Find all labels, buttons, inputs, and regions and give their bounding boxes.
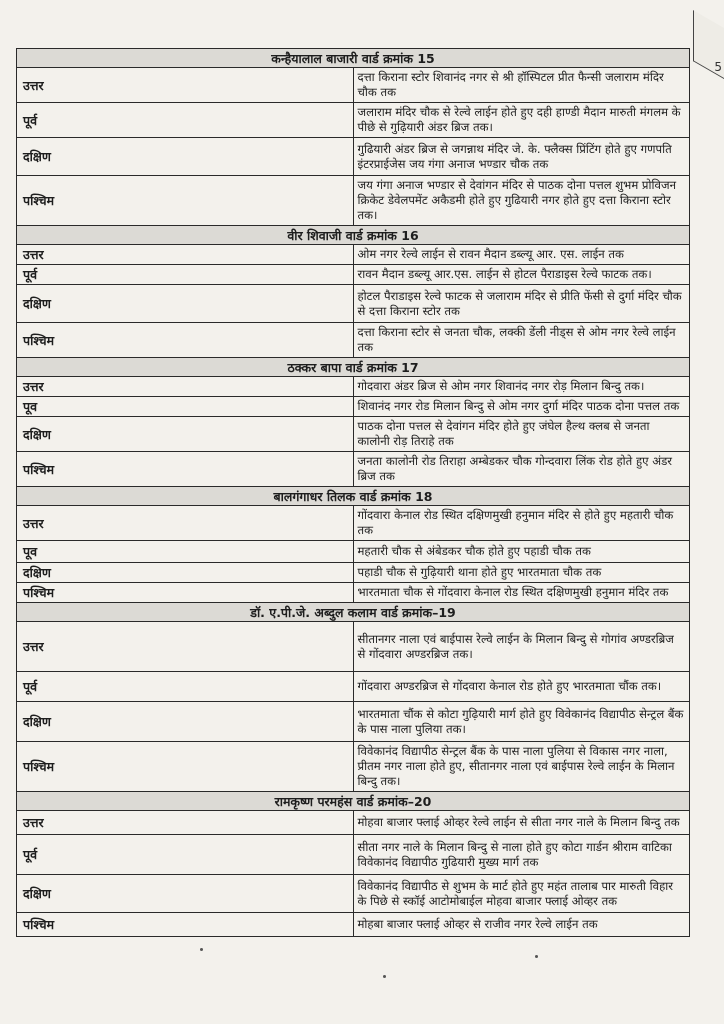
boundary-description: ओम नगर रेल्वे लाईन से रावन मैदान डब्ल्यू आर. एस. लाईन तक xyxy=(353,245,690,265)
direction-label: पूर्व xyxy=(17,103,354,138)
direction-label: दक्षिण xyxy=(17,875,354,913)
ward-title: कन्हैयालाल बाजारी वार्ड क्रमांक 15 xyxy=(17,49,690,68)
boundary-description: गोदवारा अंडर ब्रिज से ओम नगर शिवानंद नगर रोड़ मिलान बिन्दु तक। xyxy=(353,377,690,397)
boundary-row xyxy=(17,672,690,702)
boundary-description: विवेकानंद विद्यापीठ से शुभम के मार्ट होते हुए महंत तालाब पार मारुती विहार के पिछे से स्कॉई आटोमोबाईल मोहवा बाजार फ्लाई ओव्हर तक xyxy=(353,875,690,913)
boundary-description: जय गंगा अनाज भण्डार से देवांगन मंदिर से पाठक दोना पत्तल शुभम प्रोविजन क्रिकेट डेवेलपमेंट अकैडमी होते हुए गुढियारी नगर होते हुए दत्ता किराना स्टोर तक। xyxy=(353,176,690,226)
boundary-description: होटल पैराडाइस रेल्वे फाटक से जलाराम मंदिर से प्रीति फेंसी से दुर्गा मंदिर चौक से दत्ता किराना स्टोर तक xyxy=(353,285,690,323)
direction-label: उत्तर xyxy=(17,245,354,265)
boundary-row xyxy=(17,506,690,541)
boundary-description: दत्ता किराना स्टोर से जनता चौक, लक्की डेंली नीड्स से ओम नगर रेल्वे लाईन तक xyxy=(353,323,690,358)
direction-label: पूर्व xyxy=(17,672,354,702)
direction-label: पूर्व xyxy=(17,835,354,875)
boundary-description: जनता कालोनी रोड तिराहा अम्बेडकर चौक गोन्दवारा लिंक रोड होते हुए अंडर ब्रिज तक xyxy=(353,452,690,487)
boundary-row xyxy=(17,176,690,226)
boundary-description: महतारी चौक से अंबेडकर चौक होते हुए पहाडी चौक तक xyxy=(353,541,690,563)
direction-label: उत्तर xyxy=(17,506,354,541)
direction-label: पश्चिम xyxy=(17,176,354,226)
direction-label: पश्चिम xyxy=(17,583,354,603)
direction-label: पश्चिम xyxy=(17,452,354,487)
boundary-row xyxy=(17,452,690,487)
direction-label: दक्षिण xyxy=(17,138,354,176)
boundary-row xyxy=(17,68,690,103)
ward-title: रामकृष्ण परमहंस वार्ड क्रमांक–20 xyxy=(17,792,690,811)
boundary-description: जलाराम मंदिर चौक से रेल्वे लाईन होते हुए दही हाण्डी मैदान मारुती मंगलम के पीछे से गुढ़ियारी अंडर ब्रिज तक। xyxy=(353,103,690,138)
ward-title: ठक्कर बापा वार्ड क्रमांक 17 xyxy=(17,358,690,377)
boundary-row xyxy=(17,541,690,563)
boundary-row xyxy=(17,323,690,358)
ward-title-row xyxy=(17,603,690,622)
direction-label: दक्षिण xyxy=(17,702,354,742)
ward-title-row xyxy=(17,487,690,506)
boundary-description: शिवानंद नगर रोड मिलान बिन्दु से ओम नगर दुर्गा मंदिर पाठक दोना पत्तल तक xyxy=(353,397,690,417)
direction-label: पूव xyxy=(17,397,354,417)
direction-label: पश्चिम xyxy=(17,323,354,358)
boundary-description: भारतमाता चौक से गोंदवारा केनाल रोड स्थित दक्षिणमुखी हनुमान मंदिर तक xyxy=(353,583,690,603)
direction-label: उत्तर xyxy=(17,622,354,672)
direction-label: पूव xyxy=(17,541,354,563)
boundary-row xyxy=(17,913,690,937)
boundary-description: मोहवा बाजार फ्लाई ओव्हर रेल्वे लाईन से सीता नगर नाले के मिलान बिन्दु तक xyxy=(353,811,690,835)
boundary-row xyxy=(17,835,690,875)
boundary-row xyxy=(17,377,690,397)
ward-title: बालगंगाधर तिलक वार्ड क्रमांक 18 xyxy=(17,487,690,506)
ward-title-row xyxy=(17,792,690,811)
boundary-row xyxy=(17,245,690,265)
ward-title-row xyxy=(17,358,690,377)
boundary-description: गोंदवारा अण्डरब्रिज से गोंदवारा केनाल रोड होते हुए भारतमाता चौंक तक। xyxy=(353,672,690,702)
boundary-row xyxy=(17,622,690,672)
direction-label: दक्षिण xyxy=(17,417,354,452)
direction-label: दक्षिण xyxy=(17,563,354,583)
direction-label: दक्षिण xyxy=(17,285,354,323)
ward-title-row xyxy=(17,226,690,245)
direction-label: उत्तर xyxy=(17,377,354,397)
boundary-row xyxy=(17,397,690,417)
direction-label: पश्चिम xyxy=(17,913,354,937)
boundary-description: मोहबा बाजार फ्लाई ओव्हर से राजीव नगर रेल्वे लाईन तक xyxy=(353,913,690,937)
boundary-row xyxy=(17,702,690,742)
boundary-row xyxy=(17,811,690,835)
boundary-row xyxy=(17,742,690,792)
boundary-row xyxy=(17,285,690,323)
direction-label: पश्चिम xyxy=(17,742,354,792)
page-number: 5 xyxy=(714,60,722,74)
boundary-row xyxy=(17,265,690,285)
boundary-description: दत्ता किराना स्टोर शिवानंद नगर से श्री हॉस्पिटल प्रीत फैन्सी जलाराम मंदिर चौक तक xyxy=(353,68,690,103)
boundary-row xyxy=(17,103,690,138)
boundary-description: पहाडी चौक से गुढ़ियारी थाना होते हुए भारतमाता चौक तक xyxy=(353,563,690,583)
direction-label: पूर्व xyxy=(17,265,354,285)
direction-label: उत्तर xyxy=(17,68,354,103)
speck xyxy=(383,975,386,978)
speck xyxy=(535,955,538,958)
boundary-description: सीता नगर नाले के मिलान बिन्दु से नाला होते हुए कोटा गार्डन श्रीराम वाटिका विवेकानंद विद्यापीठ गुढियारी मुख्य मार्ग तक xyxy=(353,835,690,875)
ward-title: वीर शिवाजी वार्ड क्रमांक 16 xyxy=(17,226,690,245)
boundary-row xyxy=(17,563,690,583)
boundary-description: सीतानगर नाला एवं बाईपास रेल्वे लाईन के मिलान बिन्दु से गोगांव अण्डरब्रिज से गोंदवारा अण्डरब्रिज तक। xyxy=(353,622,690,672)
ward-title-row xyxy=(17,49,690,68)
ward-boundary-table xyxy=(16,48,690,937)
boundary-description: भारतमाता चौंक से कोटा गुढ़ियारी मार्ग होते हुए विवेकानंद विद्यापीठ सेन्ट्रल बैंक के पास नाला पुलिया तक। xyxy=(353,702,690,742)
boundary-description: विवेकानंद विद्यापीठ सेन्ट्रल बैंक के पास नाला पुलिया से विकास नगर नाला, प्रीतम नगर नाला होते हुए, सीतानगर नाला एवं बाईपास रेल्वे लाईन के मिलान बिन्दु तक। xyxy=(353,742,690,792)
speck xyxy=(200,948,203,951)
boundary-description: रावन मैदान डब्ल्यू आर.एस. लाईन से होटल पैराडाइस रेल्वे फाटक तक। xyxy=(353,265,690,285)
boundary-row xyxy=(17,138,690,176)
boundary-row xyxy=(17,417,690,452)
boundary-description: पाठक दोना पत्तल से देवांगन मंदिर होते हुए जंघेल हैल्थ क्लब से जनता कालोनी रोड़ तिराहे तक xyxy=(353,417,690,452)
boundary-row xyxy=(17,583,690,603)
boundary-row xyxy=(17,875,690,913)
ward-title: डॉ. ए.पी.जे. अब्दुल कलाम वार्ड क्रमांक–19 xyxy=(17,603,690,622)
direction-label: उत्तर xyxy=(17,811,354,835)
boundary-description: गुढियारी अंडर ब्रिज से जगन्नाथ मंदिर जे. के. फ्लैक्स प्रिंटिंग होते हुए गणपति इंटरप्राईजेस जय गंगा अनाज भण्डार चौक तक xyxy=(353,138,690,176)
boundary-description: गोंदवारा केनाल रोड स्थित दक्षिणमुखी हनुमान मंदिर से होते हुए महतारी चौक तक xyxy=(353,506,690,541)
